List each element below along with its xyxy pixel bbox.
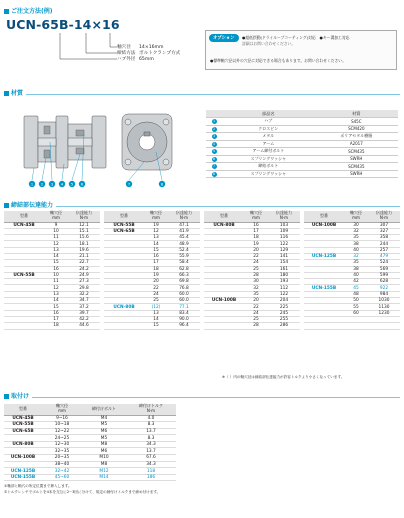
- callout-fastening: 締結方法 ボルトクランプ方式: [117, 51, 181, 56]
- row-torque: 327: [368, 228, 400, 234]
- torque-row: [104, 323, 200, 329]
- row-bore: 28: [244, 323, 268, 329]
- row-bore: 16: [44, 310, 68, 316]
- material-row: [206, 148, 398, 156]
- part-material: SWRH: [315, 155, 398, 163]
- row-torque: 628: [368, 279, 400, 285]
- row-bore: 14: [144, 316, 168, 322]
- row-model: [4, 448, 42, 455]
- row-torque: 83.4: [168, 310, 200, 316]
- torque-heading: 締結部伝達能力: [4, 200, 56, 209]
- row-torque: 29.8: [68, 285, 100, 291]
- row-bore: 16: [244, 222, 268, 228]
- row-tightening-torque: 67.6: [126, 455, 176, 462]
- row-model: [304, 323, 344, 329]
- row-bore: 40: [344, 247, 368, 253]
- material-row: [206, 140, 398, 148]
- row-torque: [368, 323, 400, 329]
- material-row: [206, 170, 398, 178]
- row-torque: 193: [268, 279, 300, 285]
- part-material: ポリアセタル樹脂: [315, 133, 398, 141]
- row-bore: 32: [344, 253, 368, 259]
- row-torque: 109: [268, 228, 300, 234]
- section-divider: [4, 94, 400, 95]
- row-torque: 255: [268, 316, 300, 322]
- row-tightening-torque: 34.3: [126, 461, 176, 468]
- row-torque: 358: [368, 235, 400, 241]
- callout-hub-diameter: ハブ外径 65mm: [117, 57, 154, 62]
- row-bolt: M8: [82, 461, 126, 468]
- part-name: 締結ボルト: [222, 163, 315, 171]
- row-model: UCN-80B: [204, 222, 244, 228]
- row-bore: 19: [244, 241, 268, 247]
- torque-table-header: [104, 211, 200, 222]
- row-model: UCN-65B: [104, 228, 144, 234]
- row-bolt: M5: [82, 435, 126, 442]
- row-torque: 37.2: [68, 304, 100, 310]
- row-bore: 9: [44, 222, 68, 228]
- option-line-3: ●標準軸穴径以外の穴径に対応できる場合もあります。お問い合わせください。: [210, 58, 346, 63]
- row-bore: 18: [44, 323, 68, 329]
- order-method-heading: ご注文方法(例): [4, 6, 53, 15]
- row-bore: 14: [44, 298, 68, 304]
- row-model: UCN-45B: [4, 415, 42, 422]
- row-torque: 62.8: [168, 266, 200, 272]
- row-bore: 32: [244, 285, 268, 291]
- part-name: アーム: [222, 140, 315, 148]
- mount-row: [4, 461, 176, 468]
- row-bore: 50: [344, 298, 368, 304]
- part-number-badge: 8: [212, 171, 216, 176]
- row-torque: 45.4: [168, 235, 200, 241]
- part-name: ハブ: [222, 118, 315, 126]
- option-line-2: 詳細はお問い合わせください。: [242, 41, 296, 46]
- row-torque: 55.9: [168, 253, 200, 259]
- row-bore: 28: [244, 272, 268, 278]
- row-torque: 60.0: [168, 291, 200, 297]
- row-torque: 599: [368, 272, 400, 278]
- row-bore: 32~35: [42, 448, 82, 455]
- header-bore: 軸穴径 mm: [44, 211, 68, 222]
- row-torque: 47.1: [168, 222, 200, 228]
- row-bore: 24: [144, 291, 168, 297]
- row-bore: 25: [244, 266, 268, 272]
- header-torque: 伝達能力 N·m: [268, 211, 300, 222]
- mount-row: [4, 468, 176, 475]
- row-torque: 116: [268, 235, 300, 241]
- row-tightening-torque: 186: [126, 474, 176, 481]
- mount-note-2: ②トルクレンチでボルトを4本を交互に2~3回に分けて、規定の締付けトルクまで締め付けます。: [4, 490, 161, 494]
- row-model: UCN-100B: [204, 298, 244, 304]
- part-name: スプリングワッシャ: [222, 155, 315, 163]
- header-model: 型番: [4, 211, 44, 222]
- torque-table-2: [104, 211, 200, 330]
- row-bore: 20: [244, 247, 268, 253]
- row-bore: 12~30: [42, 441, 82, 448]
- header-bore: 軸穴径 mm: [144, 211, 168, 222]
- header-model: 型番: [204, 211, 244, 222]
- row-torque: 41.9: [168, 228, 200, 234]
- row-bore: 38: [344, 266, 368, 272]
- row-bore: 14: [144, 241, 168, 247]
- row-torque: 141: [268, 253, 300, 259]
- header-bore: 軸穴径 mm: [344, 211, 368, 222]
- row-tightening-torque: 4.0: [126, 415, 176, 422]
- row-torque: 1030: [368, 298, 400, 304]
- row-torque: 39.7: [68, 310, 100, 316]
- part-material: A2017: [315, 140, 398, 148]
- row-bore: 15: [144, 247, 168, 253]
- row-torque: 19.6: [68, 247, 100, 253]
- row-model: UCN-80B: [4, 441, 42, 448]
- row-bore: 13: [144, 235, 168, 241]
- row-torque: 77.1: [168, 304, 200, 310]
- mount-row: [4, 415, 176, 422]
- row-model: UCN-155B: [304, 285, 344, 291]
- row-bore: 17: [144, 260, 168, 266]
- row-bolt: M6: [82, 448, 126, 455]
- row-bore: 18: [244, 235, 268, 241]
- row-torque: 24.9: [68, 272, 100, 278]
- torque-row: [304, 323, 400, 329]
- row-bore: 19: [144, 222, 168, 228]
- row-bolt: M5: [82, 422, 126, 429]
- row-torque: 1130: [368, 304, 400, 310]
- row-tightening-torque: 8.3: [126, 422, 176, 429]
- row-bore: 30: [244, 279, 268, 285]
- row-tightening-torque: 8.3: [126, 435, 176, 442]
- row-bore: 18: [144, 266, 168, 272]
- row-torque: 307: [368, 222, 400, 228]
- row-bore: 13: [44, 291, 68, 297]
- row-torque: 58.4: [168, 260, 200, 266]
- row-model: UCN-65B: [4, 428, 42, 435]
- row-bore: 12: [44, 241, 68, 247]
- row-model: UCN-55B: [4, 272, 44, 278]
- row-torque: 96.4: [168, 323, 200, 329]
- material-row: [206, 125, 398, 133]
- row-bore: 40: [344, 272, 368, 278]
- torque-table-4: [304, 211, 400, 330]
- row-bolt: M8: [82, 441, 126, 448]
- row-model: [4, 435, 42, 442]
- row-model: [4, 461, 42, 468]
- row-torque: 122: [268, 241, 300, 247]
- row-torque: 15.6: [68, 235, 100, 241]
- row-bore: 19: [144, 272, 168, 278]
- row-torque: 21.1: [68, 253, 100, 259]
- row-bore: 11: [44, 235, 68, 241]
- row-torque: 154: [268, 260, 300, 266]
- row-torque: 122: [268, 291, 300, 297]
- row-torque: 569: [368, 266, 400, 272]
- row-bore: 12~22: [42, 428, 82, 435]
- row-torque: 12.1: [68, 222, 100, 228]
- row-torque: 922: [368, 285, 400, 291]
- material-table: [206, 110, 398, 178]
- row-bolt: M14: [82, 474, 126, 481]
- row-torque: 244: [368, 241, 400, 247]
- row-model: UCN-55B: [4, 422, 42, 429]
- row-bore: 10: [44, 228, 68, 234]
- part-number-badge: 5: [212, 149, 216, 154]
- row-bore: 20~35: [42, 455, 82, 462]
- row-bore: 22: [144, 285, 168, 291]
- row-bore: 9~16: [42, 415, 82, 422]
- mount-row: [4, 441, 176, 448]
- row-torque: 15.1: [68, 228, 100, 234]
- row-bore: 13: [144, 310, 168, 316]
- mount-table: [4, 404, 176, 481]
- row-bore: 38: [344, 241, 368, 247]
- material-table-header: [206, 110, 398, 118]
- row-torque: 103: [268, 222, 300, 228]
- callout-bore: 軸穴径 14×16mm: [117, 45, 164, 50]
- row-bore: 16: [44, 266, 68, 272]
- option-line-1: ●超低摂動(ドライルーブコーティング)対応 ●キー溝加工対応: [242, 35, 350, 40]
- header-tightening-torque: 締付けトルク N·m: [126, 404, 176, 415]
- row-torque: 204: [268, 298, 300, 304]
- row-bolt: M10: [82, 455, 126, 462]
- row-bore: 45~60: [42, 474, 82, 481]
- part-name: メタル: [222, 133, 315, 141]
- row-bore: 13: [44, 247, 68, 253]
- header-model: 型番: [4, 404, 42, 415]
- material-row: [206, 133, 398, 141]
- header-bore: 軸穴径 mm: [244, 211, 268, 222]
- mount-row: [4, 422, 176, 429]
- drawing-label-6: 6: [80, 182, 84, 187]
- row-bore: 35: [244, 291, 268, 297]
- row-torque: 112: [268, 285, 300, 291]
- row-torque: 27.3: [68, 279, 100, 285]
- drawing-label-4: 4: [60, 182, 64, 187]
- torque-table-header: [304, 211, 400, 222]
- row-bore: 10~18: [42, 422, 82, 429]
- part-material: S45C: [315, 118, 398, 126]
- row-torque: 161: [268, 266, 300, 272]
- mount-row: [4, 474, 176, 481]
- row-torque: 1230: [368, 310, 400, 316]
- section-divider: [4, 206, 400, 207]
- row-torque: 48.9: [168, 241, 200, 247]
- row-torque: 69.8: [168, 279, 200, 285]
- part-name: アーム締付ボルト: [222, 148, 315, 156]
- torque-table-1: [4, 211, 100, 330]
- part-material: SCM435: [315, 163, 398, 171]
- heading-square-icon: [4, 394, 9, 399]
- row-bore: 12: [144, 228, 168, 234]
- heading-square-icon: [4, 203, 9, 208]
- row-bore: 48: [344, 291, 368, 297]
- row-torque: 180: [268, 272, 300, 278]
- row-bore: (12): [144, 304, 168, 310]
- row-bore: 45: [344, 285, 368, 291]
- row-torque: 60.0: [168, 298, 200, 304]
- header-part: 部品名: [222, 110, 315, 118]
- torque-table-header: [4, 211, 100, 222]
- header-model: 型番: [104, 211, 144, 222]
- row-bore: 15: [44, 260, 68, 266]
- row-model: UCN-125B: [304, 253, 344, 259]
- row-model: UCN-80B: [104, 304, 144, 310]
- row-bore: 60: [344, 310, 368, 316]
- header-torque: 伝達能力 N·m: [168, 211, 200, 222]
- row-bore: 10: [44, 272, 68, 278]
- row-torque: 524: [368, 260, 400, 266]
- row-bore: 32~42: [42, 468, 82, 475]
- mount-row: [4, 455, 176, 462]
- row-bore: 35: [344, 235, 368, 241]
- header-material: 材質: [315, 110, 398, 118]
- row-bore: 17: [244, 228, 268, 234]
- row-tightening-torque: 13.7: [126, 448, 176, 455]
- row-bolt: M4: [82, 415, 126, 422]
- drawing-label-3: 3: [50, 182, 54, 187]
- row-bore: 15: [144, 323, 168, 329]
- row-torque: 76.8: [168, 285, 200, 291]
- row-bore: 22: [244, 253, 268, 259]
- row-bore: 32: [344, 228, 368, 234]
- heading-square-icon: [4, 91, 9, 96]
- row-torque: 22.7: [68, 260, 100, 266]
- row-bore: 24: [244, 260, 268, 266]
- row-bore: 35: [344, 260, 368, 266]
- row-bore: 14: [44, 253, 68, 259]
- row-torque: 52.4: [168, 247, 200, 253]
- row-bore: 17: [44, 316, 68, 322]
- material-row: [206, 163, 398, 171]
- section-divider: [4, 397, 400, 398]
- row-torque: 66.3: [168, 272, 200, 278]
- row-bore: 42: [344, 279, 368, 285]
- part-name: スプリングワッシャ: [222, 170, 315, 178]
- option-box: [205, 30, 397, 70]
- row-tightening-torque: 13.7: [126, 428, 176, 435]
- row-torque: 257: [368, 247, 400, 253]
- drawing-label-5: 5: [70, 182, 74, 187]
- row-bore: 12: [44, 285, 68, 291]
- row-bolt: M6: [82, 428, 126, 435]
- row-bore: 55: [344, 304, 368, 310]
- row-torque: 44.6: [68, 323, 100, 329]
- row-torque: 225: [268, 304, 300, 310]
- mount-table-header: [4, 404, 176, 415]
- row-bore: 15: [44, 304, 68, 310]
- part-number-badge: 4: [212, 141, 216, 146]
- part-number-badge: 7: [212, 164, 216, 169]
- coupling-drawing: [4, 104, 180, 194]
- material-row: [206, 118, 398, 126]
- drawing-label-2: 2: [40, 182, 44, 187]
- header-torque: 伝達能力 N·m: [368, 211, 400, 222]
- torque-row: [4, 323, 100, 329]
- row-torque: 129: [268, 247, 300, 253]
- row-bore: 25: [244, 316, 268, 322]
- row-torque: 18.1: [68, 241, 100, 247]
- row-model: UCN-100B: [304, 222, 344, 228]
- row-tightening-torque: 118: [126, 468, 176, 475]
- row-torque: 245: [268, 310, 300, 316]
- option-badge: オプション: [209, 34, 239, 42]
- row-model: [204, 323, 244, 329]
- mount-row: [4, 448, 176, 455]
- row-bore: 24~25: [42, 435, 82, 442]
- row-model: [104, 323, 144, 329]
- row-bore: [344, 323, 368, 329]
- row-torque: 42.2: [68, 316, 100, 322]
- material-heading: 材質: [4, 88, 26, 97]
- drawing-label-7: 7: [127, 182, 131, 187]
- part-number-badge: 1: [212, 119, 216, 124]
- row-bore: 25: [144, 298, 168, 304]
- row-model: UCN-155B: [4, 474, 42, 481]
- header-torque: 伝達能力 N·m: [68, 211, 100, 222]
- torque-footnote: ※（ ）内の軸穴径は締結部伝達能力が許容トルクより小さくなっています。: [222, 375, 345, 379]
- row-bore: 11: [44, 279, 68, 285]
- row-torque: 24.2: [68, 266, 100, 272]
- row-model: [4, 323, 44, 329]
- row-bore: 20: [144, 279, 168, 285]
- header-bolt: 締付けボルト: [82, 404, 126, 415]
- part-number-badge: 2: [212, 126, 216, 131]
- row-model: UCN-55B: [104, 222, 144, 228]
- header-bore: 軸穴径 mm: [42, 404, 82, 415]
- row-bore: 24: [244, 310, 268, 316]
- row-bolt: M12: [82, 468, 126, 475]
- torque-table-header: [204, 211, 300, 222]
- torque-row: [104, 304, 200, 310]
- row-torque: 34.7: [68, 298, 100, 304]
- row-tightening-torque: 34.3: [126, 441, 176, 448]
- part-number-badge: 6: [212, 156, 216, 161]
- row-model: UCN-100B: [4, 455, 42, 462]
- row-bore: 30: [344, 222, 368, 228]
- part-material: SWRH: [315, 170, 398, 178]
- row-bore: 16: [144, 253, 168, 259]
- row-bore: 38~40: [42, 461, 82, 468]
- drawing-label-1: 1: [30, 182, 34, 187]
- part-material: SCM420: [315, 125, 398, 133]
- row-torque: 286: [268, 323, 300, 329]
- mount-row: [4, 428, 176, 435]
- model-code-example: UCN-65B-14×16: [6, 17, 120, 32]
- header-model: 型番: [304, 211, 344, 222]
- row-torque: 90.0: [168, 316, 200, 322]
- row-torque: 479: [368, 253, 400, 259]
- torque-row: [204, 323, 300, 329]
- torque-table-3: [204, 211, 300, 330]
- row-torque: 32.2: [68, 291, 100, 297]
- part-name: クロスピン: [222, 125, 315, 133]
- material-row: [206, 155, 398, 163]
- row-model: UCN-45B: [4, 222, 44, 228]
- mount-note-1: ①軸部と軸穴の所定位置まで挿入します。: [4, 484, 72, 488]
- row-bore: 22: [244, 304, 268, 310]
- mount-row: [4, 435, 176, 442]
- row-model: UCN-125B: [4, 468, 42, 475]
- part-number-badge: 3: [212, 134, 216, 139]
- row-bore: 20: [244, 298, 268, 304]
- mount-heading: 取付け: [4, 391, 32, 400]
- part-material: SCM435: [315, 148, 398, 156]
- row-torque: 984: [368, 291, 400, 297]
- drawing-label-8: 8: [160, 182, 164, 187]
